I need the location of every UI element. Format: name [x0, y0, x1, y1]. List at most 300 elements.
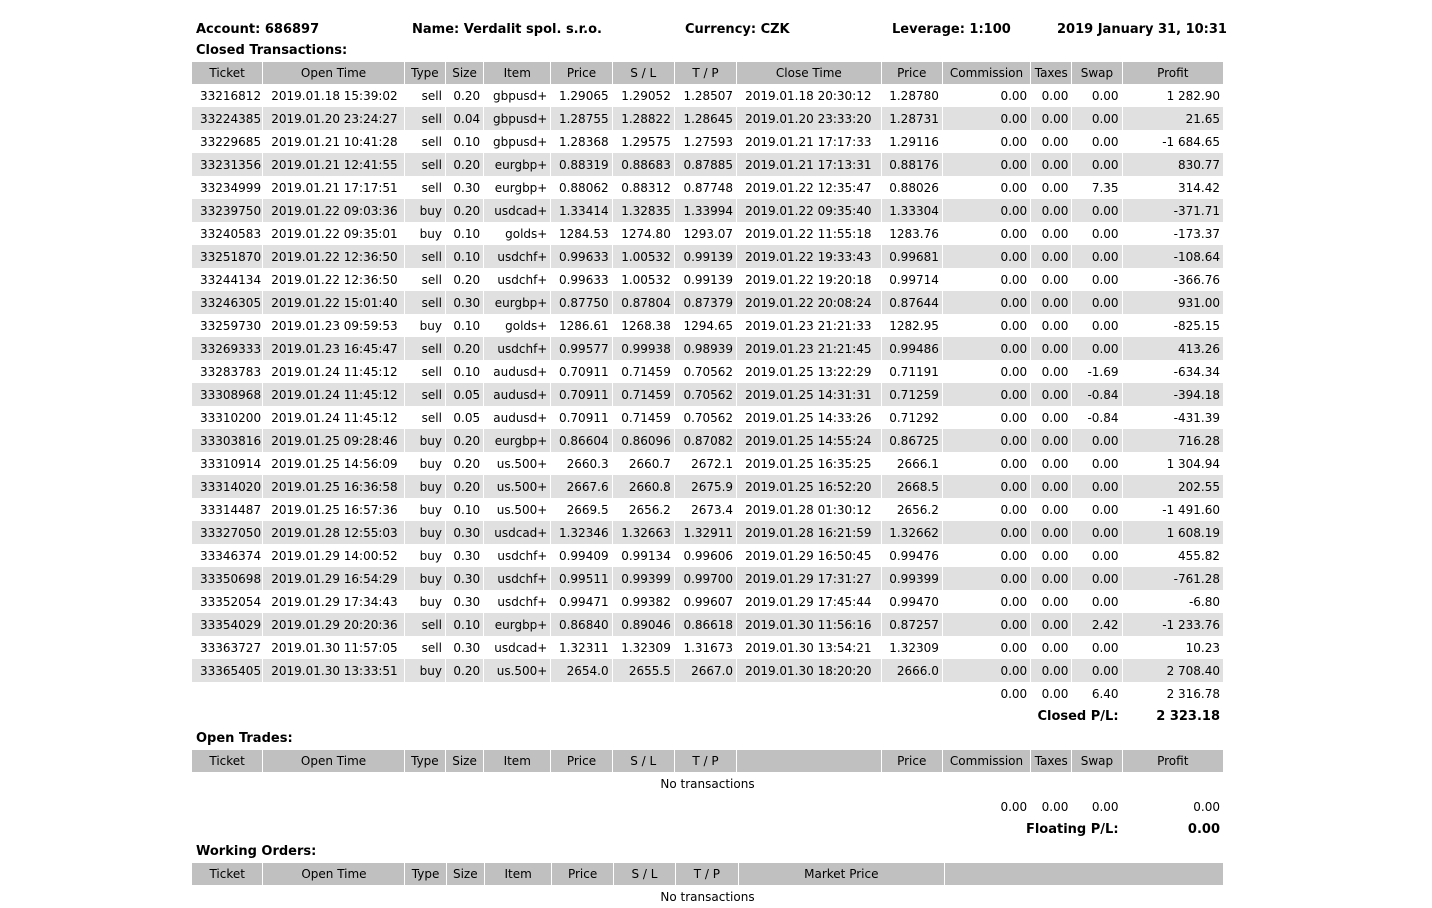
cell-taxes: 0.00	[1041, 410, 1069, 425]
cell-open-time: 2019.01.25 16:36:58	[263, 475, 404, 498]
cell-ticket: 33259730	[200, 318, 262, 333]
cell-close-time: 2019.01.30 13:54:21	[745, 640, 872, 655]
cell-close-time: 2019.01.18 20:30:12	[745, 88, 872, 103]
cell-take-profit: 0.87885	[675, 153, 736, 176]
table-row	[192, 107, 1223, 130]
cell-taxes: 0.00	[1031, 613, 1071, 636]
cell-type: sell	[421, 364, 442, 379]
cell-size: 0.20	[446, 199, 483, 222]
table-row	[192, 429, 1223, 452]
cell-close-price: 0.99681	[882, 245, 942, 268]
cell-swap: 0.00	[1072, 659, 1121, 682]
cell-close-price: 2666.0	[882, 659, 942, 682]
cell-stop-loss: 0.71459	[621, 410, 671, 425]
cell-taxes: 0.00	[1041, 272, 1069, 287]
table-row	[192, 130, 1223, 153]
table-row	[192, 314, 1223, 337]
cell-open-time: 2019.01.23 16:45:47	[263, 337, 404, 360]
cell-commission: 0.00	[943, 153, 1030, 176]
cell-profit: -366.76	[1173, 272, 1220, 287]
cell-profit: 931.00	[1123, 291, 1223, 314]
cell-take-profit: 1.31673	[683, 640, 734, 655]
cell-open-time: 2019.01.24 11:45:12	[263, 383, 404, 406]
cell-type: buy	[419, 502, 442, 517]
cell-take-profit: 0.98939	[675, 337, 736, 360]
open-col-header: Item	[484, 750, 550, 772]
cell-profit: -825.15	[1173, 318, 1220, 333]
floating-pl-label: Floating P/L:	[943, 818, 1122, 841]
cell-commission: 0.00	[1000, 364, 1028, 379]
cell-close-price: 0.71259	[882, 383, 942, 406]
cell-swap: 2.42	[1072, 613, 1121, 636]
cell-close-time: 2019.01.28 16:21:59	[737, 521, 881, 544]
closed-col-header: Price	[551, 62, 611, 84]
cell-item: usdcad+	[494, 640, 548, 655]
cell-close-price: 1.28780	[889, 88, 939, 103]
cell-profit: 10.23	[1185, 640, 1220, 655]
cell-close-time: 2019.01.22 12:35:47	[745, 180, 872, 195]
cell-commission: 0.00	[943, 383, 1030, 406]
floating-pl-value: 0.00	[1123, 818, 1223, 841]
cell-open-price: 0.86604	[551, 429, 611, 452]
closed-pl-value: 2 323.18	[1123, 705, 1223, 728]
cell-open-time: 2019.01.22 09:35:01	[271, 226, 398, 241]
cell-type: sell	[421, 134, 442, 149]
cell-take-profit: 1.33994	[675, 199, 736, 222]
cell-close-time: 2019.01.29 17:45:44	[745, 594, 872, 609]
closed-col-header: S / L	[613, 62, 674, 84]
cell-taxes: 0.00	[1031, 245, 1071, 268]
cell-stop-loss: 0.99134	[621, 548, 671, 563]
cell-profit: -1 233.76	[1123, 613, 1223, 636]
cell-size: 0.20	[453, 456, 481, 471]
table-row	[192, 406, 1223, 429]
open-col-header: S / L	[613, 750, 674, 772]
cell-taxes: 0.00	[1031, 337, 1071, 360]
cell-type: buy	[419, 318, 442, 333]
cell-item: usdchf+	[497, 594, 548, 609]
cell-close-price: 1.32662	[882, 521, 942, 544]
cell-take-profit: 0.99139	[675, 245, 736, 268]
cell-ticket: 33229685	[200, 134, 262, 149]
cell-item: eurgbp+	[484, 153, 550, 176]
cell-ticket: 33365405	[192, 659, 262, 682]
cell-item: us.500+	[496, 502, 548, 517]
cell-stop-loss: 2656.2	[628, 502, 671, 517]
cell-swap: 0.00	[1091, 226, 1119, 241]
cell-open-price: 0.86840	[551, 613, 611, 636]
cell-stop-loss: 1.00532	[621, 272, 671, 287]
cell-profit: 1 304.94	[1166, 456, 1220, 471]
cell-profit: -371.71	[1123, 199, 1223, 222]
statement-report	[192, 18, 1225, 908]
cell-swap: 0.00	[1091, 594, 1119, 609]
cell-profit: 21.65	[1123, 107, 1223, 130]
cell-ticket: 33310914	[200, 456, 262, 471]
cell-open-price: 0.87750	[551, 291, 611, 314]
cell-item: usdchf+	[497, 548, 548, 563]
cell-stop-loss: 0.89046	[613, 613, 674, 636]
table-row	[192, 544, 1223, 567]
cell-type: sell	[421, 180, 442, 195]
cell-open-price: 1286.61	[558, 318, 609, 333]
cell-swap: 0.00	[1091, 640, 1119, 655]
cell-close-time: 2019.01.21 17:13:31	[737, 153, 881, 176]
cell-commission: 0.00	[943, 567, 1030, 590]
cell-type: sell	[421, 640, 442, 655]
cell-open-price: 0.99409	[558, 548, 609, 563]
cell-swap: 0.00	[1072, 475, 1121, 498]
cell-open-price: 0.99633	[558, 272, 609, 287]
cell-stop-loss: 0.99382	[621, 594, 671, 609]
cell-size: 0.20	[446, 429, 483, 452]
cell-size: 0.10	[453, 134, 481, 149]
cell-ticket: 33310200	[200, 410, 262, 425]
cell-item: golds+	[505, 226, 548, 241]
cell-commission: 0.00	[1000, 134, 1028, 149]
cell-close-price: 0.88176	[882, 153, 942, 176]
cell-open-price: 0.88319	[551, 153, 611, 176]
cell-size: 0.04	[446, 107, 483, 130]
cell-taxes: 0.00	[1041, 134, 1069, 149]
cell-commission: 0.00	[1000, 318, 1028, 333]
cell-stop-loss: 1.00532	[613, 245, 674, 268]
cell-ticket: 33346374	[200, 548, 262, 563]
cell-ticket: 33327050	[192, 521, 262, 544]
closed-body	[192, 84, 1223, 682]
cell-item: usdchf+	[484, 567, 550, 590]
cell-swap: 0.00	[1091, 502, 1119, 517]
table-row	[192, 222, 1223, 245]
cell-take-profit: 0.99700	[675, 567, 736, 590]
cell-commission: 0.00	[1000, 456, 1028, 471]
cell-swap: 0.00	[1091, 88, 1119, 103]
open-col-header: T / P	[675, 750, 736, 772]
cell-item: gbpusd+	[484, 107, 550, 130]
cell-open-price: 1.28755	[551, 107, 611, 130]
closed-col-header: Close Time	[737, 62, 881, 84]
cell-close-price: 1.33304	[882, 199, 942, 222]
cell-open-time: 2019.01.25 09:28:46	[263, 429, 404, 452]
cell-commission: 0.00	[943, 475, 1030, 498]
cell-size: 0.20	[446, 337, 483, 360]
working-col-header: Type	[405, 863, 445, 885]
cell-type: sell	[405, 107, 445, 130]
cell-profit: -173.37	[1173, 226, 1220, 241]
cell-type: buy	[419, 548, 442, 563]
cell-close-time: 2019.01.28 01:30:12	[745, 502, 872, 517]
cell-stop-loss: 1274.80	[621, 226, 671, 241]
cell-ticket: 33303816	[192, 429, 262, 452]
cell-swap: 0.00	[1091, 456, 1119, 471]
cell-open-price: 0.99511	[551, 567, 611, 590]
open-col-header: Price	[882, 750, 942, 772]
cell-open-price: 0.70911	[551, 383, 611, 406]
cell-item: eurgbp+	[484, 429, 550, 452]
cell-type: buy	[405, 199, 445, 222]
closed-col-header: Open Time	[263, 62, 404, 84]
cell-profit: -1 684.65	[1162, 134, 1220, 149]
cell-close-time: 2019.01.22 19:20:18	[745, 272, 872, 287]
cell-ticket: 33251870	[192, 245, 262, 268]
cell-stop-loss: 1.32835	[613, 199, 674, 222]
closed-total-taxes: 0.00	[1031, 682, 1071, 705]
cell-size: 0.10	[446, 613, 483, 636]
cell-close-time: 2019.01.22 09:35:40	[737, 199, 881, 222]
open-col-header: Ticket	[192, 750, 262, 772]
cell-close-time: 2019.01.29 16:50:45	[745, 548, 872, 563]
cell-close-price: 2666.1	[896, 456, 939, 471]
cell-taxes: 0.00	[1041, 88, 1069, 103]
cell-take-profit: 0.87379	[675, 291, 736, 314]
cell-taxes: 0.00	[1041, 318, 1069, 333]
cell-open-time: 2019.01.21 12:41:55	[263, 153, 404, 176]
cell-ticket: 33234999	[200, 180, 262, 195]
open-total-commission: 0.00	[943, 795, 1030, 818]
cell-taxes: 0.00	[1041, 594, 1069, 609]
cell-type: buy	[419, 456, 442, 471]
cell-commission: 0.00	[943, 659, 1030, 682]
cell-stop-loss: 0.71459	[621, 364, 671, 379]
cell-close-time: 2019.01.25 14:55:24	[737, 429, 881, 452]
open-total-swap: 0.00	[1072, 795, 1121, 818]
cell-take-profit: 0.87748	[683, 180, 734, 195]
cell-take-profit: 2673.4	[691, 502, 734, 517]
open-empty-row	[192, 772, 1223, 795]
working-col-header: S / L	[614, 863, 675, 885]
cell-size: 0.30	[453, 180, 481, 195]
cell-open-time: 2019.01.22 09:03:36	[263, 199, 404, 222]
open-trades-table	[191, 750, 1224, 841]
cell-close-time: 2019.01.25 16:52:20	[737, 475, 881, 498]
cell-item: audusd+	[493, 364, 548, 379]
table-row	[192, 176, 1223, 199]
cell-item: us.500+	[484, 475, 550, 498]
table-row	[192, 567, 1223, 590]
cell-close-time: 2019.01.20 23:33:20	[737, 107, 881, 130]
cell-taxes: 0.00	[1031, 521, 1071, 544]
cell-profit: 2 708.40	[1123, 659, 1223, 682]
cell-size: 0.10	[453, 502, 481, 517]
cell-stop-loss: 0.71459	[613, 383, 674, 406]
cell-commission: 0.00	[943, 245, 1030, 268]
cell-ticket: 33244134	[200, 272, 262, 287]
cell-commission: 0.00	[1000, 272, 1028, 287]
cell-stop-loss: 1.29575	[621, 134, 671, 149]
cell-ticket: 33314020	[192, 475, 262, 498]
closed-col-header: Type	[405, 62, 445, 84]
open-total-taxes: 0.00	[1031, 795, 1071, 818]
account-currency: Currency: CZK	[685, 21, 790, 37]
cell-close-price: 2668.5	[882, 475, 942, 498]
cell-stop-loss: 0.88683	[613, 153, 674, 176]
cell-open-time: 2019.01.22 15:01:40	[263, 291, 404, 314]
cell-take-profit: 1.28507	[683, 88, 734, 103]
cell-open-time: 2019.01.30 13:33:51	[263, 659, 404, 682]
cell-open-price: 0.70911	[558, 410, 609, 425]
cell-size: 0.20	[446, 659, 483, 682]
cell-open-time: 2019.01.25 16:57:36	[271, 502, 398, 517]
cell-take-profit: 0.99606	[683, 548, 734, 563]
cell-profit: -1 491.60	[1162, 502, 1220, 517]
cell-take-profit: 0.70562	[675, 383, 736, 406]
cell-close-price: 0.87257	[882, 613, 942, 636]
cell-open-time: 2019.01.29 14:00:52	[271, 548, 398, 563]
cell-stop-loss: 0.88312	[621, 180, 671, 195]
closed-col-header: T / P	[675, 62, 736, 84]
closed-total-profit: 2 316.78	[1123, 682, 1223, 705]
cell-close-price: 0.87644	[882, 291, 942, 314]
cell-take-profit: 2675.9	[675, 475, 736, 498]
cell-type: buy	[405, 521, 445, 544]
table-row	[192, 475, 1223, 498]
closed-col-header: Ticket	[192, 62, 262, 84]
report-date: 2019 January 31, 10:31	[1057, 21, 1227, 37]
cell-ticket: 33269333	[192, 337, 262, 360]
cell-item: usdcad+	[484, 199, 550, 222]
table-row	[192, 498, 1223, 521]
table-row	[192, 636, 1223, 659]
cell-close-price: 0.71191	[889, 364, 939, 379]
cell-item: eurgbp+	[494, 180, 548, 195]
cell-stop-loss: 2660.7	[628, 456, 671, 471]
cell-type: buy	[405, 659, 445, 682]
cell-profit: 830.77	[1123, 153, 1223, 176]
open-totals-row	[192, 795, 1223, 818]
closed-col-header: Swap	[1072, 62, 1121, 84]
cell-item: golds+	[505, 318, 548, 333]
table-row	[192, 659, 1223, 682]
cell-size: 0.30	[446, 567, 483, 590]
table-row	[192, 452, 1223, 475]
cell-profit: -761.28	[1123, 567, 1223, 590]
cell-size: 0.20	[453, 272, 481, 287]
cell-open-time: 2019.01.22 12:36:50	[271, 272, 398, 287]
open-col-header: Price	[551, 750, 611, 772]
cell-swap: 0.00	[1072, 245, 1121, 268]
working-col-header	[945, 863, 1223, 885]
cell-type: sell	[421, 410, 442, 425]
cell-open-time: 2019.01.24 11:45:12	[271, 410, 398, 425]
open-col-header: Swap	[1072, 750, 1121, 772]
cell-take-profit: 0.86618	[675, 613, 736, 636]
cell-open-time: 2019.01.23 09:59:53	[271, 318, 398, 333]
cell-close-price: 1.29116	[889, 134, 939, 149]
cell-stop-loss: 2655.5	[613, 659, 674, 682]
cell-take-profit: 0.70562	[683, 364, 734, 379]
cell-swap: -0.84	[1072, 383, 1121, 406]
cell-take-profit: 1294.65	[683, 318, 734, 333]
cell-ticket: 33350698	[192, 567, 262, 590]
cell-ticket: 33224385	[192, 107, 262, 130]
cell-swap: 0.00	[1091, 318, 1119, 333]
cell-ticket: 33246305	[192, 291, 262, 314]
cell-open-time: 2019.01.21 17:17:51	[271, 180, 398, 195]
cell-profit: 1 608.19	[1123, 521, 1223, 544]
table-row	[192, 590, 1223, 613]
cell-swap: 0.00	[1072, 521, 1121, 544]
cell-close-time: 2019.01.21 17:17:33	[745, 134, 872, 149]
cell-open-time: 2019.01.24 11:45:12	[271, 364, 398, 379]
cell-close-price: 0.71292	[889, 410, 939, 425]
cell-take-profit: 1.32911	[675, 521, 736, 544]
cell-ticket: 33240583	[200, 226, 262, 241]
cell-profit: 314.42	[1178, 180, 1220, 195]
cell-item: audusd+	[484, 383, 550, 406]
cell-profit: -108.64	[1123, 245, 1223, 268]
cell-open-price: 1.32311	[558, 640, 609, 655]
cell-open-time: 2019.01.22 12:36:50	[263, 245, 404, 268]
cell-stop-loss: 1.32309	[621, 640, 671, 655]
cell-take-profit: 0.70562	[683, 410, 734, 425]
closed-totals-row	[192, 682, 1223, 705]
table-row	[192, 360, 1223, 383]
cell-close-time: 2019.01.30 18:20:20	[737, 659, 881, 682]
table-row	[192, 84, 1223, 107]
cell-item: gbpusd+	[492, 134, 548, 149]
cell-open-price: 2669.5	[566, 502, 609, 517]
cell-type: buy	[405, 567, 445, 590]
cell-close-price: 0.99399	[882, 567, 942, 590]
cell-taxes: 0.00	[1041, 180, 1069, 195]
cell-swap: -0.84	[1087, 410, 1119, 425]
cell-item: usdchf+	[497, 272, 548, 287]
cell-profit: 716.28	[1123, 429, 1223, 452]
closed-col-header: Size	[446, 62, 483, 84]
cell-close-price: 0.86725	[882, 429, 942, 452]
table-row	[192, 245, 1223, 268]
working-col-header: Price	[552, 863, 612, 885]
cell-stop-loss: 1.28822	[613, 107, 674, 130]
account-name: Name: Verdalit spol. s.r.o.	[412, 21, 602, 37]
cell-taxes: 0.00	[1031, 291, 1071, 314]
cell-type: buy	[419, 594, 442, 609]
cell-profit: 455.82	[1178, 548, 1220, 563]
cell-close-price: 2656.2	[896, 502, 939, 517]
cell-item: audusd+	[493, 410, 548, 425]
cell-close-price: 1.28731	[882, 107, 942, 130]
cell-commission: 0.00	[943, 337, 1030, 360]
cell-size: 0.30	[446, 521, 483, 544]
cell-close-price: 0.88026	[889, 180, 939, 195]
cell-swap: 0.00	[1091, 272, 1119, 287]
cell-ticket: 33216812	[200, 88, 262, 103]
closed-col-header: Commission	[943, 62, 1030, 84]
cell-swap: 0.00	[1072, 567, 1121, 590]
cell-commission: 0.00	[1000, 502, 1028, 517]
cell-commission: 0.00	[1000, 594, 1028, 609]
cell-taxes: 0.00	[1041, 226, 1069, 241]
cell-open-price: 1.33414	[551, 199, 611, 222]
cell-take-profit: 0.87082	[675, 429, 736, 452]
cell-size: 0.30	[453, 640, 481, 655]
cell-commission: 0.00	[943, 291, 1030, 314]
cell-open-time: 2019.01.29 20:20:36	[263, 613, 404, 636]
cell-stop-loss: 0.86096	[613, 429, 674, 452]
cell-close-time: 2019.01.25 16:35:25	[745, 456, 872, 471]
cell-size: 0.05	[446, 383, 483, 406]
cell-open-price: 0.99633	[551, 245, 611, 268]
cell-close-time: 2019.01.30 11:56:16	[737, 613, 881, 636]
cell-swap: 0.00	[1072, 291, 1121, 314]
cell-ticket: 33308968	[192, 383, 262, 406]
cell-swap: 0.00	[1072, 337, 1121, 360]
table-row	[192, 337, 1223, 360]
open-col-header: Taxes	[1031, 750, 1071, 772]
cell-commission: 0.00	[943, 613, 1030, 636]
cell-commission: 0.00	[1000, 410, 1028, 425]
cell-close-time: 2019.01.23 21:21:45	[737, 337, 881, 360]
